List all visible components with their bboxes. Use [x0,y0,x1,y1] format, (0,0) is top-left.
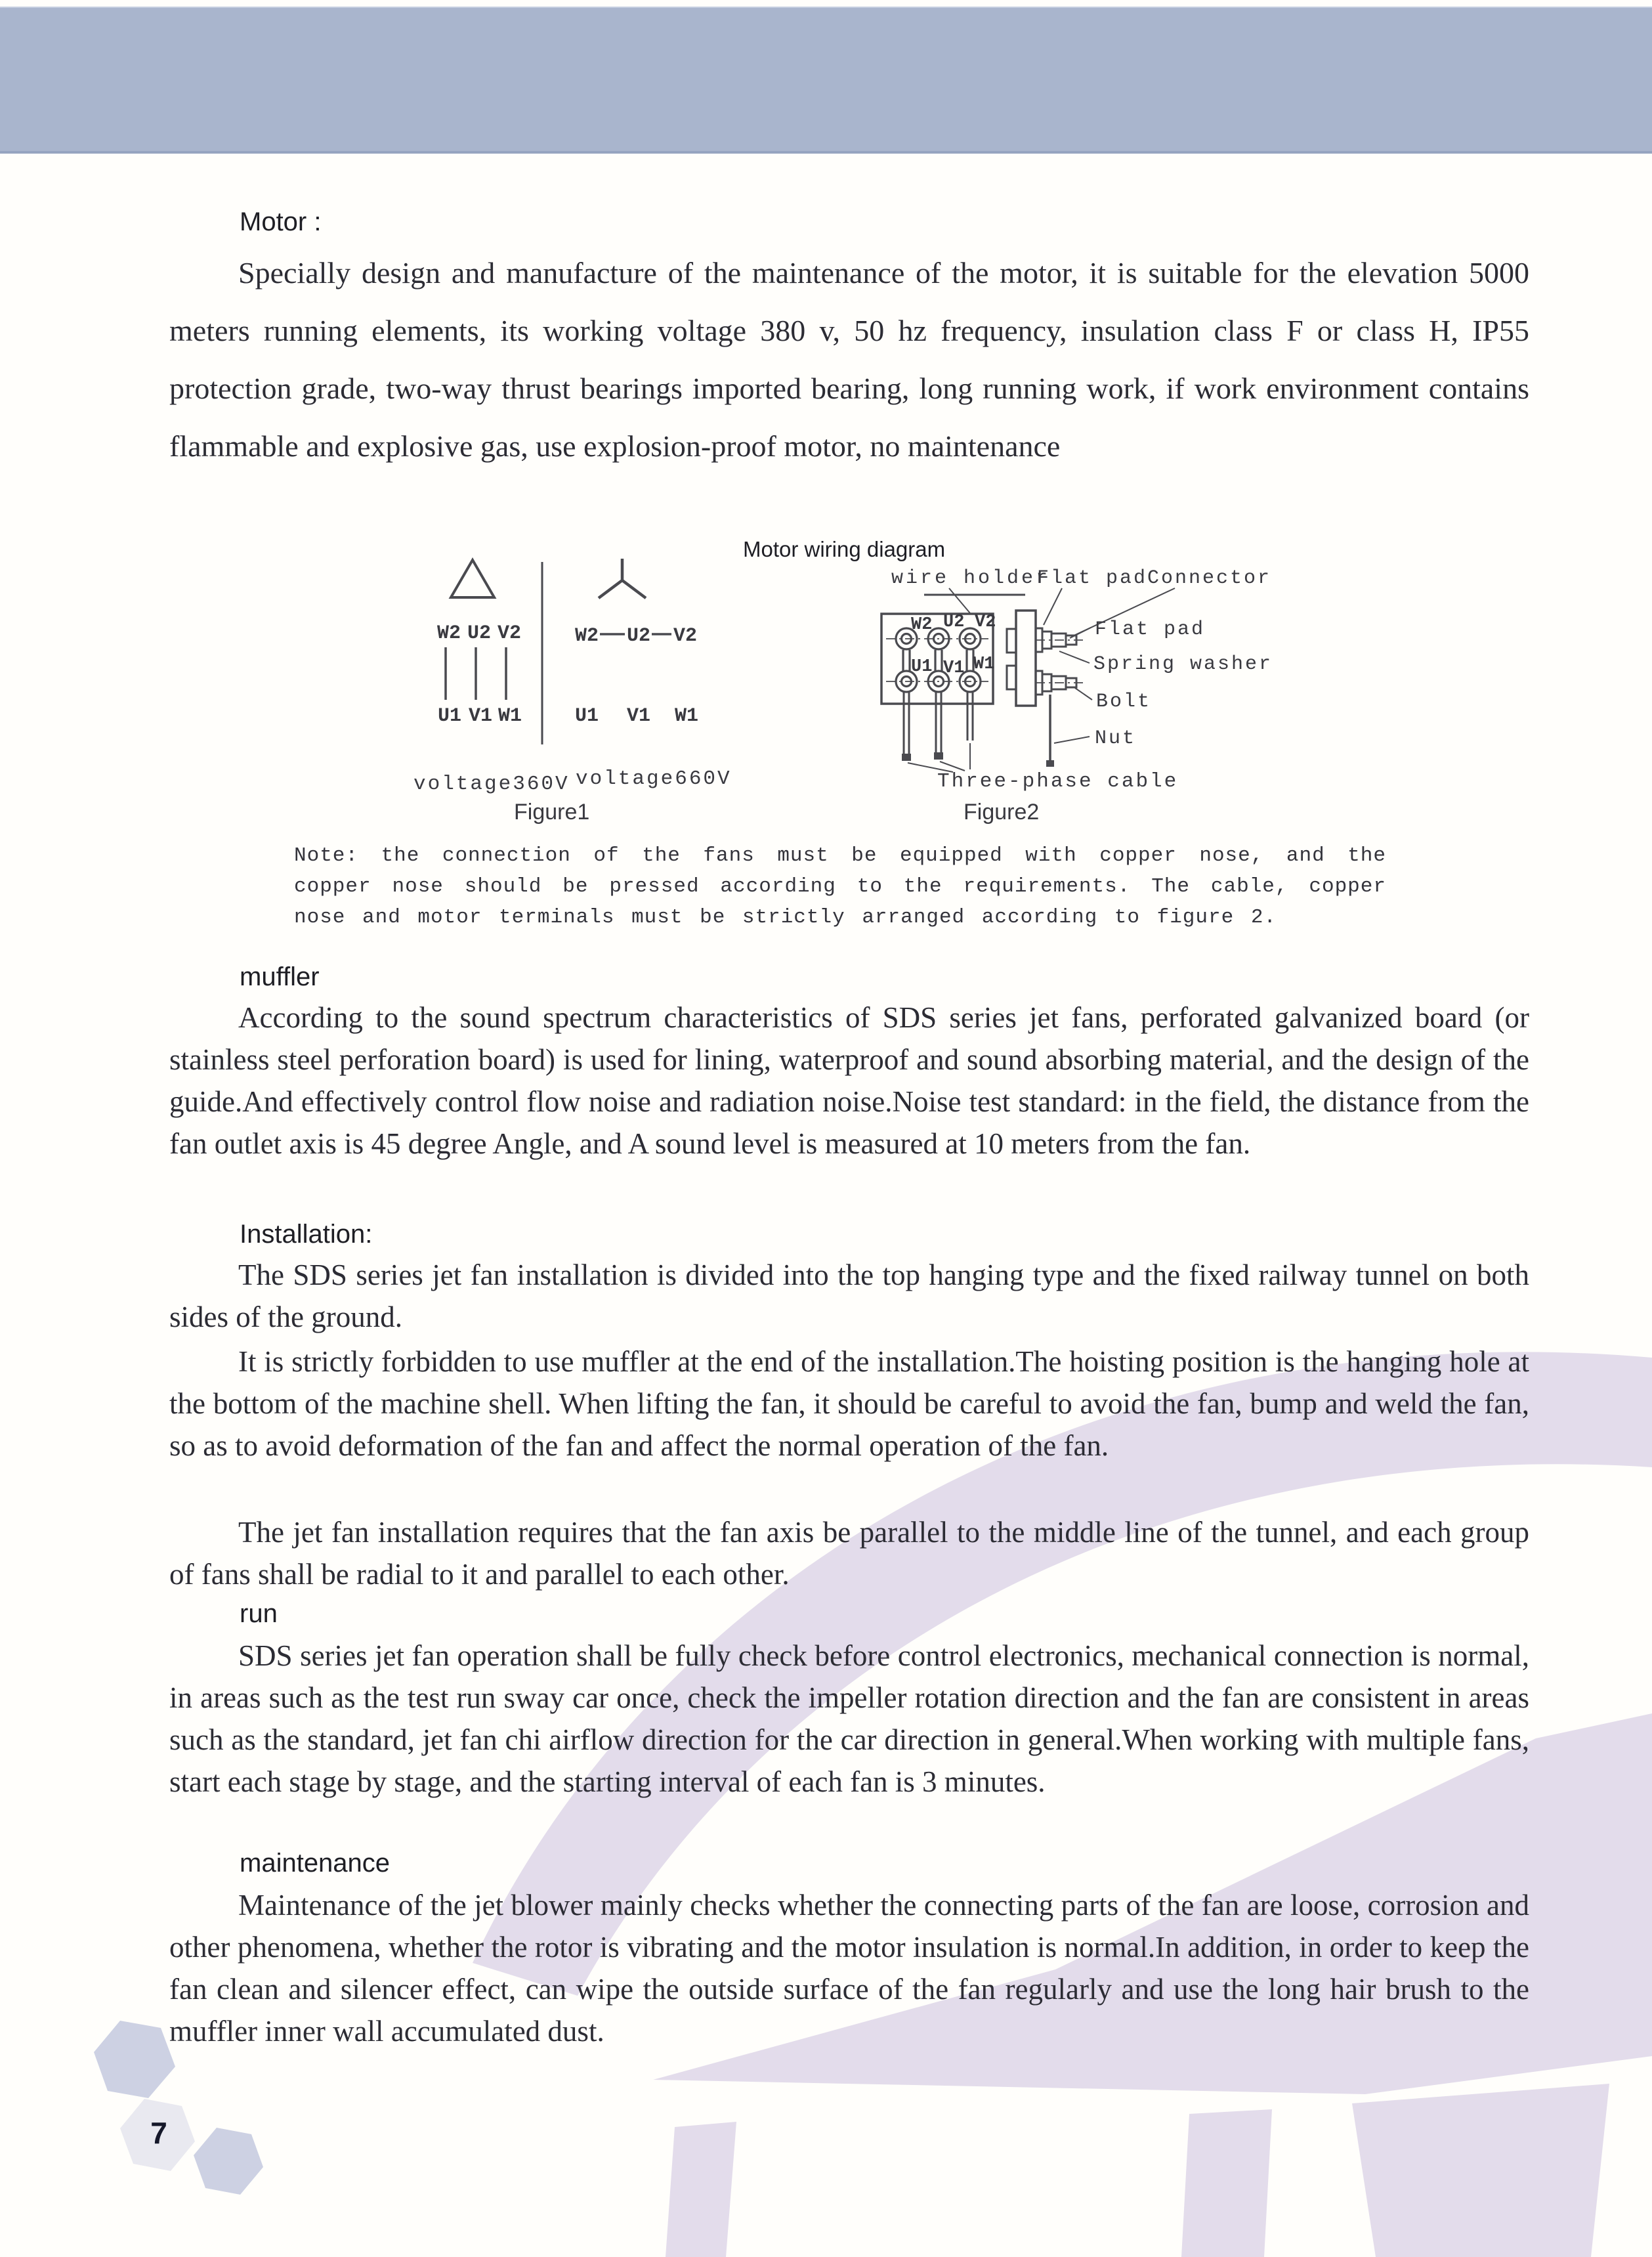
star-terminal-label: W1 [675,705,699,727]
star-terminal-label: U1 [575,705,599,727]
delta-terminal-label: V1 [469,705,493,727]
figure1-caption: Figure1 [514,800,590,825]
side-clip [1007,629,1016,653]
delta-terminal-label: W2 [437,622,461,645]
delta-symbol [451,560,494,597]
hexagon-decoration-top [94,2021,175,2098]
motor-paragraph: Specially design and manufacture of the maintenance of the motor, it is suitable for the elevation 5000 meters running elements, its working voltage 380 v, 50 hz frequency, insulation class F or class H, IP55 protection grade, two-way thrust bearings imported bearing, long running work, if work environment contains flammable and explosive gas, use explosion-proof motor, no maintenance [169,256,1529,463]
installation-paragraph: The SDS series jet fan installation is divided into the top hanging type and the fixed railway tunnel on both sides of the ground. [169,1258,1529,1333]
terminal-label: U2 [943,613,965,632]
terminal-label: W1 [973,655,995,674]
star-symbol [599,559,646,598]
run-paragraph: SDS series jet fan operation shall be fully check before control electronics, mechanical connection is normal, in areas such as the test run sway car once, check the impeller rotation direction and the fan are consistent in areas such as the standard, jet fan chi airflow direction for the car direction in general.When working with multiple fans, start each stage by stage, and the starting interval of each fan is 3 minutes. [169,1639,1529,1798]
connector-label: Connector [1147,567,1272,590]
figure2-caption: Figure2 [964,800,1040,825]
terminal-label: V1 [943,658,965,678]
watermark-stripe-right [1352,2084,1609,2257]
page-number: 7 [150,2116,167,2150]
voltage-360-caption: voltage360V [413,773,570,796]
figure1-delta-connection [437,560,522,727]
run-heading: run [240,1599,278,1628]
terminal-studs [896,628,981,692]
wire-holder-label: wire holder [891,567,1051,590]
cable-lines [904,692,973,754]
terminal-label: V2 [975,613,996,632]
terminal-label: U1 [911,657,933,677]
muffler-paragraph: According to the sound spectrum characteristics of SDS series jet fans, perforated galvanized board (or stainless steel perforation board) is used for lining, waterproof and sound absorbing material, and the design of the guide.And effectively control flow noise and radiation noise.Noise test standard: in the field, the distance from the fan outlet axis is 45 degree Angle, and A sound level is measured at 10 meters from the fan. [169,1001,1529,1160]
terminal-board-side [1016,611,1036,706]
spring-washer-label: Spring washer [1093,653,1273,676]
star-terminal-label: W2 [575,625,599,647]
side-clip [1007,666,1016,689]
figure1-star-connection [575,559,698,727]
terminal-label: W2 [911,615,933,635]
watermark-stripe-left [666,2122,736,2257]
maintenance-heading: maintenance [240,1849,391,1878]
figure2-terminal-box [881,567,1273,825]
star-terminal-label: V2 [673,625,698,647]
nut-label: Nut [1095,727,1137,750]
bolt-label: Bolt [1096,691,1152,713]
delta-terminal-label: U2 [467,622,492,645]
side-cable-lug [1046,760,1054,767]
voltage-660-caption: voltage660V [576,767,732,790]
star-terminal-label: U2 [627,625,651,647]
diagram-title: Motor wiring diagram [743,537,946,561]
installation-paragraph: The jet fan installation requires that the fan axis be parallel to the middle line of the tunnel, and each group of fans shall be radial to it and parallel to each other. [169,1516,1529,1591]
flat-pad-top-label: Flat pad [1037,567,1148,590]
installation-heading: Installation: [240,1220,373,1249]
cable-lug [902,754,911,761]
motor-heading: Motor : [240,207,322,236]
installation-paragraph: It is strictly forbidden to use muffler at the end of the installation.The hoisting position is the hanging hole at the bottom of the machine shell. When lifting the fan, it should be careful to avoid the fan, bump and weld the fan, so as to avoid deformation of the fan and affect the normal operation of the fan. [169,1345,1529,1462]
delta-winding-lines [446,647,506,700]
delta-terminal-label: V2 [498,622,522,645]
header-band [0,7,1652,154]
star-terminal-label: V1 [627,705,651,727]
hexagon-decoration-bottom [194,2128,263,2195]
diagram-note: Note: the connection of the fans must be equipped with copper nose, and the copper nose should be pressed according to the requirements. The cable, copper nose and motor terminals must be strictly arranged according to figure 2. [294,844,1386,929]
delta-terminal-label: U1 [438,705,462,727]
muffler-heading: muffler [240,962,320,991]
maintenance-paragraph: Maintenance of the jet blower mainly checks whether the connecting parts of the fan are loose, corrosion and other phenomena, whether the rotor is vibrating and the motor insulation is normal.In addition, in order to keep the fan clean and silencer effect, can wipe the outside surface of the fan regularly and use the long hair brush to the muffler inner wall accumulated dust. [169,1889,1529,2048]
delta-terminal-label: W1 [498,705,522,727]
motor-wiring-figure [394,545,1319,834]
cable-lug [934,752,943,760]
watermark-stripe-mid [1181,2109,1272,2257]
three-phase-cable-label: Three-phase cable [937,770,1179,793]
flat-pad-label: Flat pad [1095,618,1206,641]
